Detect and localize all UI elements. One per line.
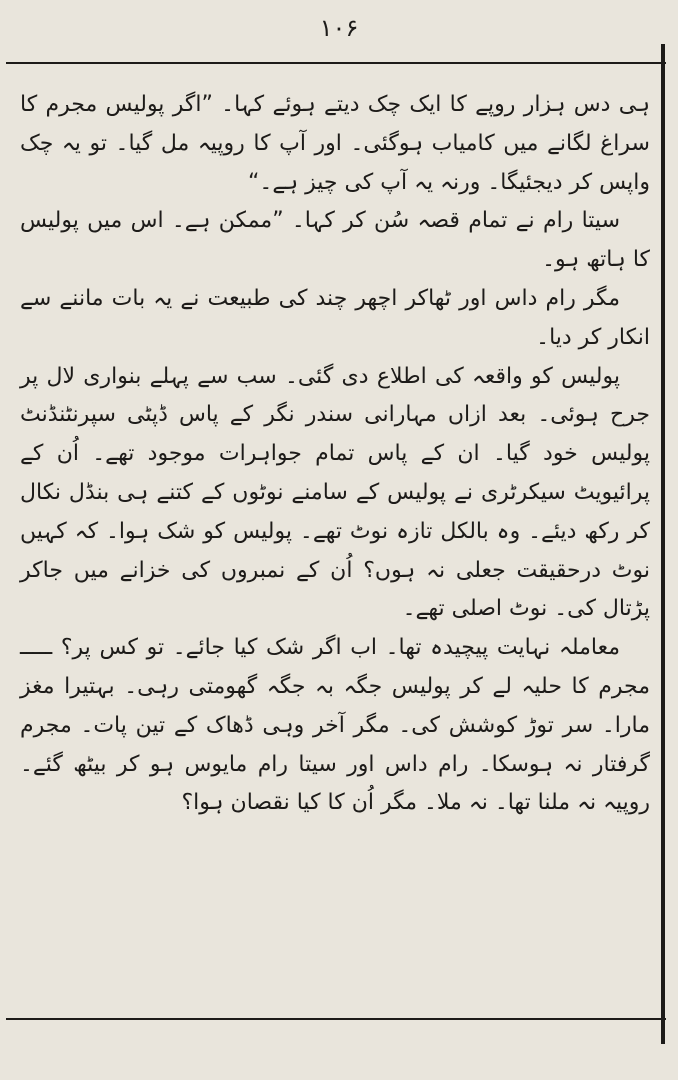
body-text xyxy=(20,86,650,823)
paragraph: معاملہ نہایت پیچیدہ تھا۔ اب اگر شک کیا جائے۔ تو کس پر؟ ـــــ مجرم کا حلیہ لے کر پولیس جگہ بہ جگہ گھومتی رہی۔ بہتیرا مغز مارا۔ سر توڑ کوشش کی۔ مگر آخر وہی ڈھاک کے تین پات۔ مجرم گرفتار نہ ہوسکا۔ رام داس اور سیتا رام مایوس ہو کر بیٹھ گئے۔ روپیہ نہ ملنا تھا۔ نہ ملا۔ مگر اُن کا کیا نقصان ہوا؟ xyxy=(20,635,650,816)
frame-right-rule xyxy=(661,44,665,1044)
page-number: ۱۰۶ xyxy=(319,14,359,42)
paragraph: پولیس کو واقعہ کی اطلاع دی گئی۔ سب سے پہلے بنواری لال پر جرح ہوئی۔ بعد ازاں مہارانی سندر نگر کے پاس ڈپٹی سپرنٹنڈنٹ پولیس خود گیا۔ ان کے پاس تمام جواہرات موجود تھے۔ اُن کے پرائیویٹ سیکرٹری نے پولیس کے سامنے نوٹوں کے کتنے ہی بنڈل نکال کر رکھ دیئے۔ وہ بالکل تازہ نوٹ تھے۔ پولیس کو شک ہوا۔ کہ کہیں نوٹ درحقیقت جعلی نہ ہوں؟ اُن کے نمبروں کی خزانے میں جاکر پڑتال کی۔ نوٹ اصلی تھے۔ xyxy=(20,363,650,622)
paragraph: مگر رام داس اور ٹھاکر اچھر چند کی طبیعت نے یہ بات ماننے سے انکار کر دیا۔ xyxy=(20,285,650,350)
paragraph: سیتا رام نے تمام قصہ سُن کر کہا۔ ”ممکن ہے۔ اس میں پولیس کا ہاتھ ہو۔ xyxy=(20,208,650,273)
paragraph: ہی دس ہزار روپے کا ایک چک دیتے ہوئے کہا۔ ”اگر پولیس مجرم کا سراغ لگانے میں کامیاب ہوگئی۔ اور آپ کا روپیہ مل گیا۔ تو یہ چک واپس کر دیجئیگا۔ ورنہ یہ آپ کی چیز ہے۔“ xyxy=(20,92,650,195)
